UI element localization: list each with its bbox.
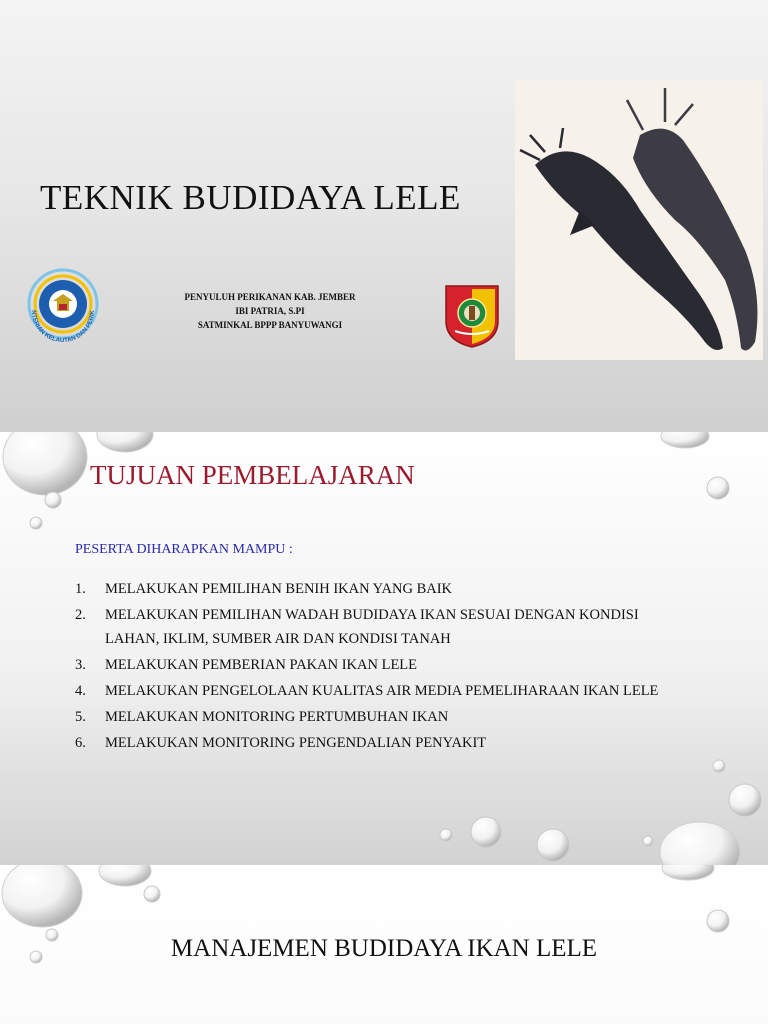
list-item	[75, 577, 695, 601]
list-item-text: MELAKUKAN PEMBERIAN PAKAN IKAN LELE	[105, 657, 418, 673]
credit-line: IBI PATRIA, S.PI	[235, 306, 305, 316]
list-item	[75, 653, 695, 677]
list-item-number: 1.	[75, 581, 86, 597]
list-item-text: MELAKUKAN MONITORING PENGENDALIAN PENYAKIT	[105, 735, 487, 751]
slide-title	[0, 0, 768, 432]
list-item-text: MELAKUKAN PEMILIHAN WADAH BUDIDAYA IKAN SESUAI DENGAN KONDISI LAHAN, IKLIM, SUMBER AIR DAN KONDISI TANAH	[105, 607, 639, 647]
slide-title-heading: TEKNIK BUDIDAYA LELE	[40, 178, 461, 217]
list-item-number: 6.	[75, 735, 86, 751]
credit-line: PENYULUH PERIKANAN KAB. JEMBER	[184, 292, 356, 302]
list-item	[75, 603, 695, 651]
slide-section-title	[0, 865, 768, 1024]
section-heading: TUJUAN PEMBELAJARAN	[90, 460, 415, 490]
list-item-number: 3.	[75, 657, 86, 673]
list-item	[75, 731, 695, 755]
list-item-text: MELAKUKAN MONITORING PERTUMBUHAN IKAN	[105, 709, 449, 725]
jember-regency-emblem-icon	[443, 283, 501, 349]
presenter-credits	[150, 290, 390, 332]
section-subheading: PESERTA DIHARAPKAN MAMPU :	[75, 542, 293, 557]
kkp-emblem-icon	[20, 264, 106, 350]
section-title: MANAJEMEN BUDIDAYA IKAN LELE	[170, 935, 598, 962]
kkp-emblem-text: NTERIAN KELAUTAN DAN PERIK	[29, 309, 97, 345]
catfish-photo	[515, 80, 763, 360]
list-item-number: 2.	[75, 607, 86, 623]
list-item-number: 4.	[75, 683, 86, 699]
credit-line: SATMINKAL BPPP BANYUWANGI	[197, 320, 343, 330]
slide-learning-objectives	[0, 432, 768, 865]
objectives-list	[75, 577, 695, 757]
list-item-number: 5.	[75, 709, 86, 725]
list-item-text: MELAKUKAN PEMILIHAN BENIH IKAN YANG BAIK	[105, 581, 453, 597]
list-item	[75, 679, 695, 703]
list-item-text: MELAKUKAN PENGELOLAAN KUALITAS AIR MEDIA PEMELIHARAAN IKAN LELE	[105, 683, 659, 699]
list-item	[75, 705, 695, 729]
